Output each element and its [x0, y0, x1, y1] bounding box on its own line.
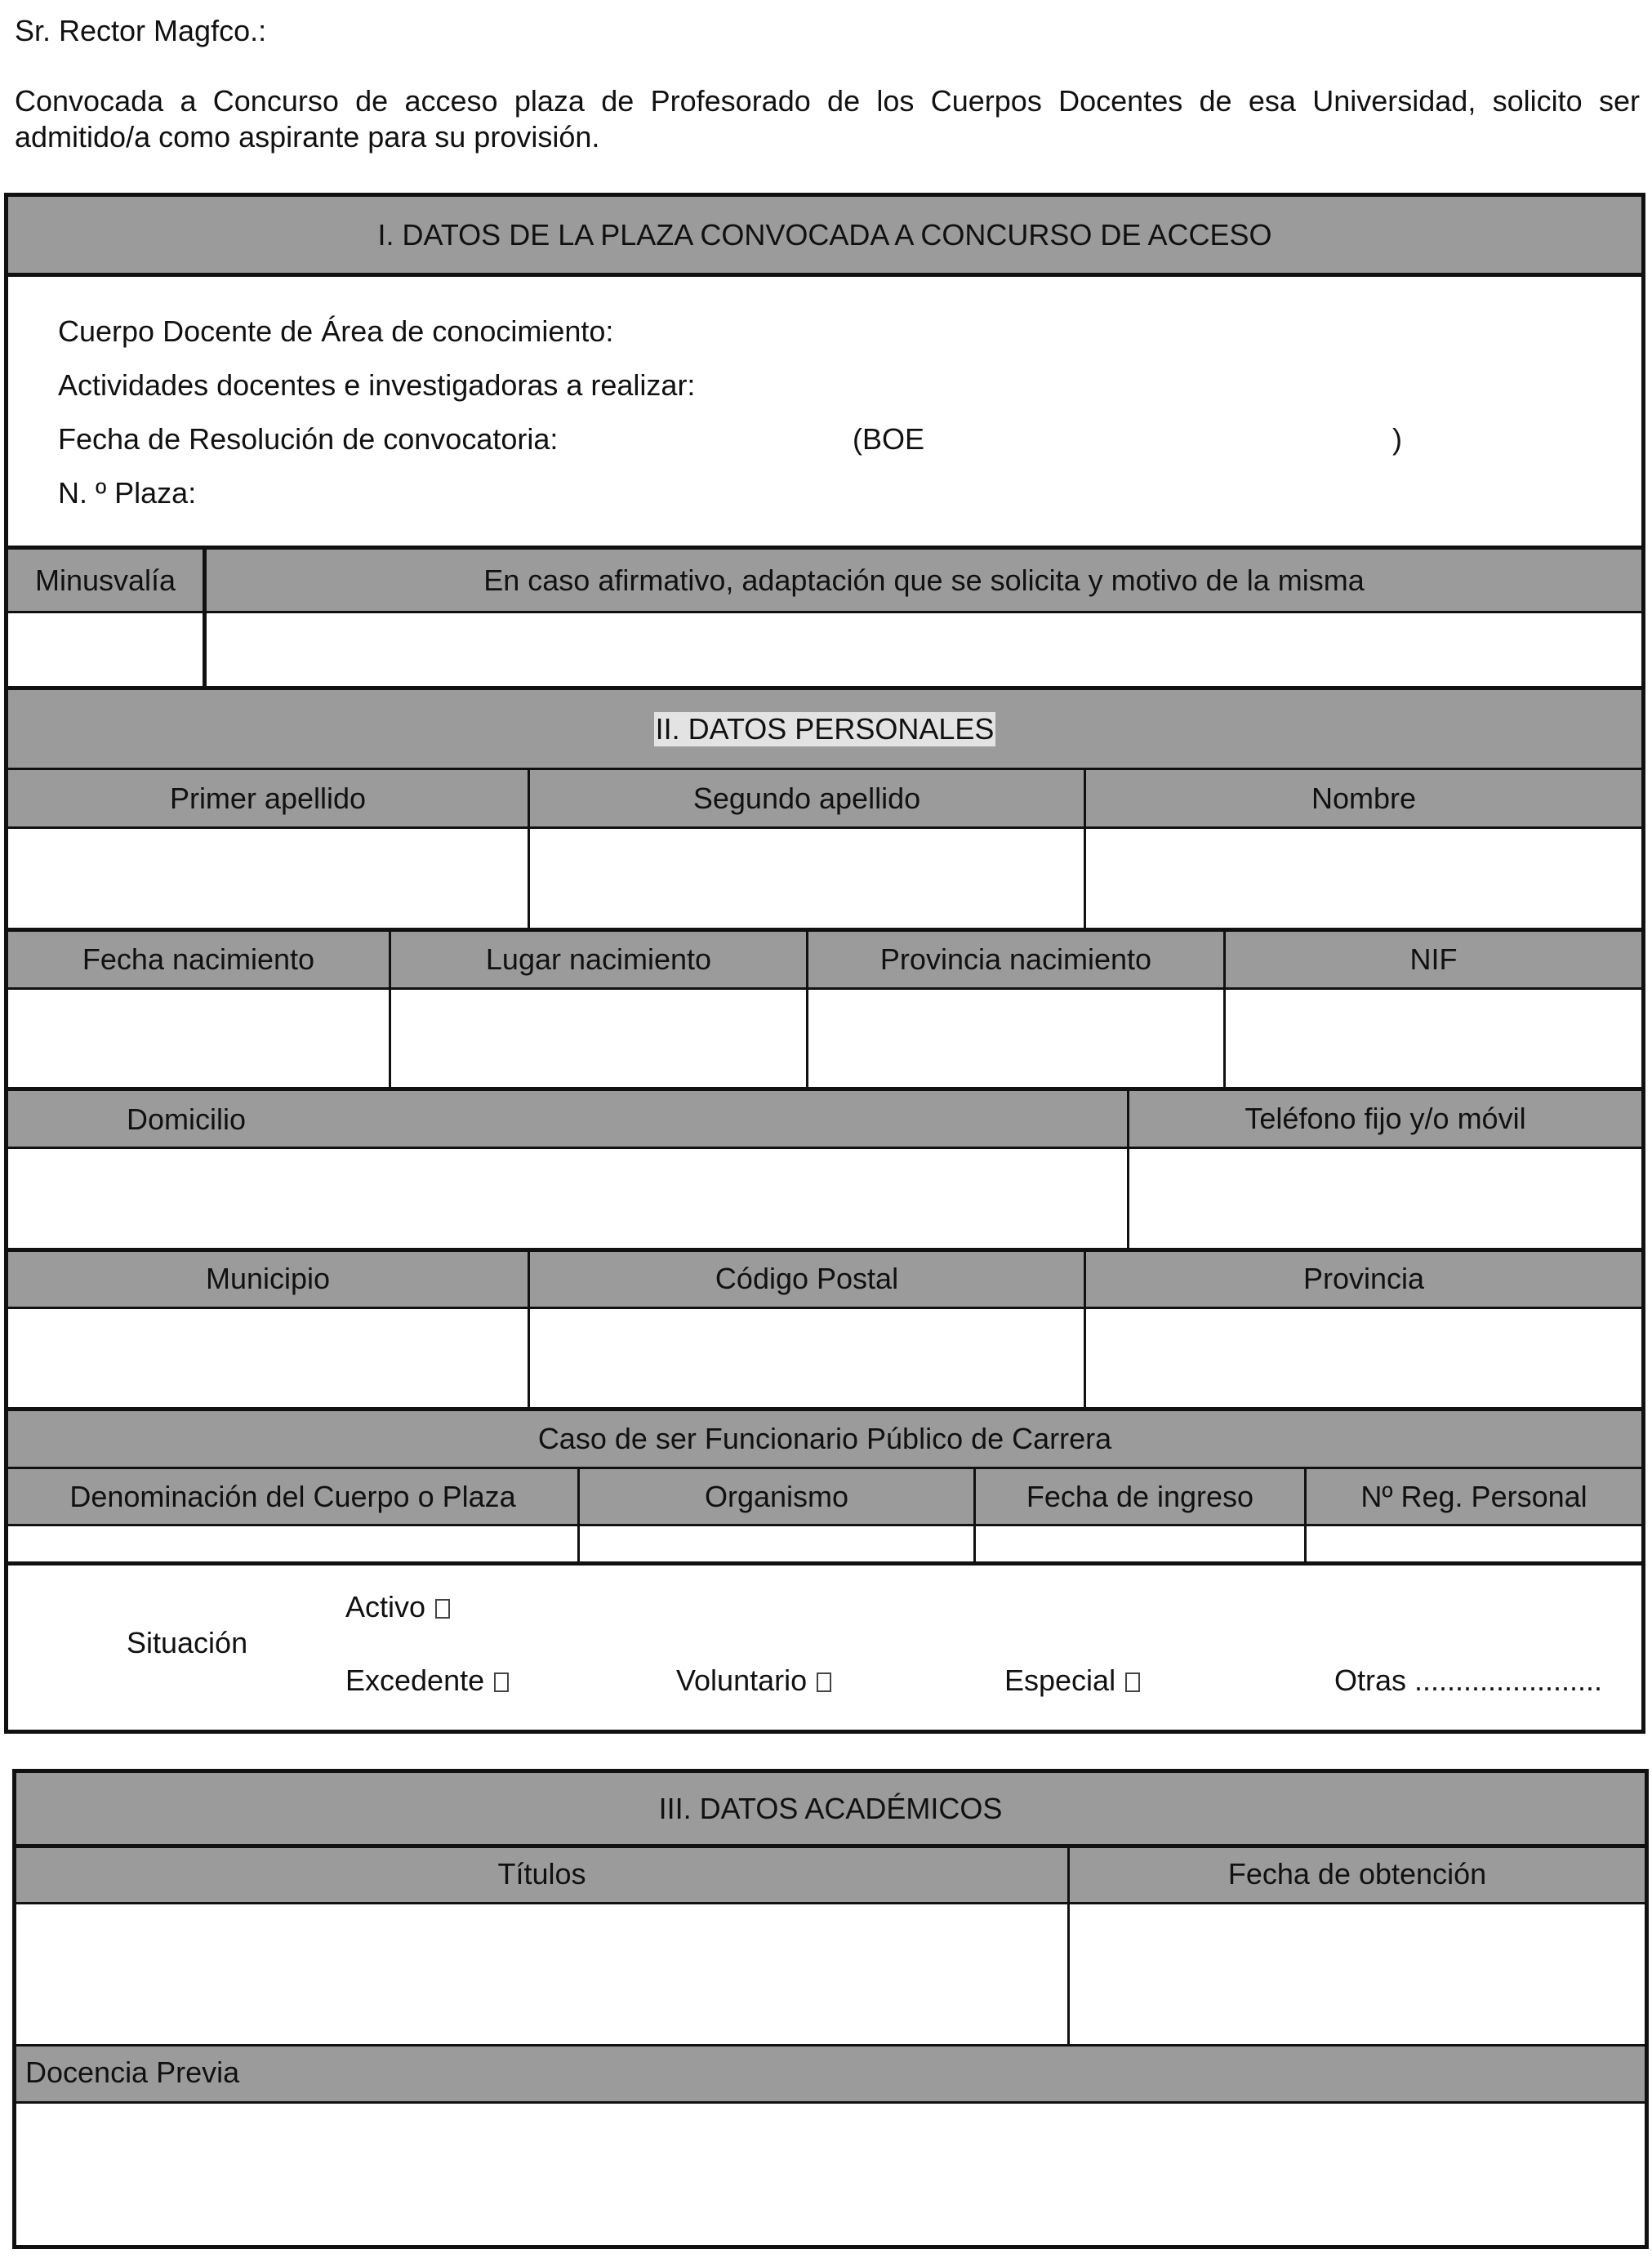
provincia-field[interactable]: [1086, 1310, 1641, 1407]
intro-paragraph: [15, 83, 1640, 155]
provincia-header: Provincia: [1302, 1262, 1425, 1295]
voluntario-option[interactable]: Voluntario: [676, 1663, 831, 1699]
denominacion-header: Denominación del Cuerpo o Plaza: [69, 1479, 516, 1513]
fecha-obtencion-header: Fecha de obtención: [1227, 1857, 1487, 1891]
telefono-header: Teléfono fijo y/o móvil: [1245, 1102, 1526, 1135]
actividades-label: Actividades docentes e investigadoras a realizar:: [58, 368, 696, 402]
minusvalia-header: Minusvalía: [34, 563, 176, 597]
funcionario-title: Caso de ser Funcionario Público de Carrera: [537, 1422, 1112, 1455]
docencia-previa-header: Docencia Previa: [25, 2055, 240, 2089]
situacion-label: Situación: [127, 1626, 248, 1659]
adaptacion-header: En caso afirmativo, adaptación que se solicita y motivo de la misma: [483, 563, 1365, 597]
boe-close-label: ): [1392, 422, 1402, 456]
registro-personal-field[interactable]: [1307, 1526, 1641, 1561]
numero-plaza-label: N. º Plaza:: [58, 476, 197, 510]
provincia-nacimiento-header: Provincia nacimiento: [879, 942, 1152, 976]
greeting: Sr. Rector Magfco.:: [15, 14, 267, 47]
nif-header: NIF: [1409, 942, 1458, 976]
municipio-header: Municipio: [205, 1262, 331, 1295]
segundo-apellido-field[interactable]: [530, 830, 1084, 928]
nombre-header: Nombre: [1311, 782, 1417, 815]
nif-field[interactable]: [1226, 991, 1641, 1087]
registro-personal-header: Nº Reg. Personal: [1360, 1479, 1587, 1513]
section-2-title: II. DATOS PERSONALES: [655, 711, 995, 746]
fecha-nacimiento-header: Fecha nacimiento: [82, 942, 315, 976]
boe-open-label: (BOE: [853, 422, 925, 456]
section-1-title: I. DATOS DE LA PLAZA CONVOCADA A CONCURSO DE ACCESO: [377, 217, 1272, 252]
organismo-header: Organismo: [704, 1479, 849, 1513]
especial-option[interactable]: Especial: [1004, 1663, 1140, 1699]
section-3-title: III. DATOS ACADÉMICOS: [658, 1791, 1003, 1825]
fecha-resolucion-label: Fecha de Resolución de convocatoria:: [58, 422, 559, 456]
organismo-field[interactable]: [580, 1526, 973, 1561]
segundo-apellido-header: Segundo apellido: [692, 782, 921, 815]
adaptacion-field[interactable]: [207, 614, 1641, 686]
primer-apellido-header: Primer apellido: [169, 782, 367, 815]
codigo-postal-field[interactable]: [530, 1310, 1084, 1407]
especial-checkbox[interactable]: [1125, 1672, 1140, 1692]
primer-apellido-field[interactable]: [8, 830, 528, 928]
domicilio-field[interactable]: [8, 1150, 1127, 1248]
voluntario-checkbox[interactable]: [817, 1672, 831, 1692]
denominacion-field[interactable]: [8, 1526, 577, 1561]
municipio-field[interactable]: [8, 1310, 528, 1407]
fecha-ingreso-field[interactable]: [976, 1526, 1304, 1561]
cuerpo-docente-label: Cuerpo Docente de Área de conocimiento:: [58, 314, 614, 348]
intro-line-1: Convocada a Concurso de acceso plaza de Profesorado de los Cuerpos Docentes de esa Universidad, solicito ser: [15, 84, 1640, 118]
domicilio-header: Domicilio: [127, 1102, 247, 1136]
activo-checkbox[interactable]: [435, 1599, 450, 1619]
titulos-header: Títulos: [497, 1857, 586, 1891]
otras-option[interactable]: Otras .......................: [1334, 1664, 1603, 1697]
docencia-previa-field[interactable]: [16, 2104, 1645, 2245]
fecha-nacimiento-field[interactable]: [8, 991, 389, 1087]
intro-line-2: admitido/a como aspirante para su provisión.: [15, 120, 600, 154]
provincia-nacimiento-field[interactable]: [808, 991, 1223, 1087]
fecha-ingreso-header: Fecha de ingreso: [1026, 1479, 1254, 1513]
nombre-field[interactable]: [1086, 830, 1641, 928]
lugar-nacimiento-header: Lugar nacimiento: [485, 942, 712, 976]
codigo-postal-header: Código Postal: [715, 1262, 899, 1295]
titulos-field[interactable]: [16, 1904, 1067, 2044]
excedente-checkbox[interactable]: [494, 1672, 509, 1692]
excedente-option[interactable]: Excedente: [345, 1663, 509, 1699]
fecha-obtencion-field[interactable]: [1070, 1904, 1645, 2044]
telefono-field[interactable]: [1129, 1150, 1641, 1248]
lugar-nacimiento-field[interactable]: [391, 991, 806, 1087]
minusvalia-field[interactable]: [8, 614, 203, 686]
activo-option[interactable]: Activo: [345, 1589, 450, 1625]
